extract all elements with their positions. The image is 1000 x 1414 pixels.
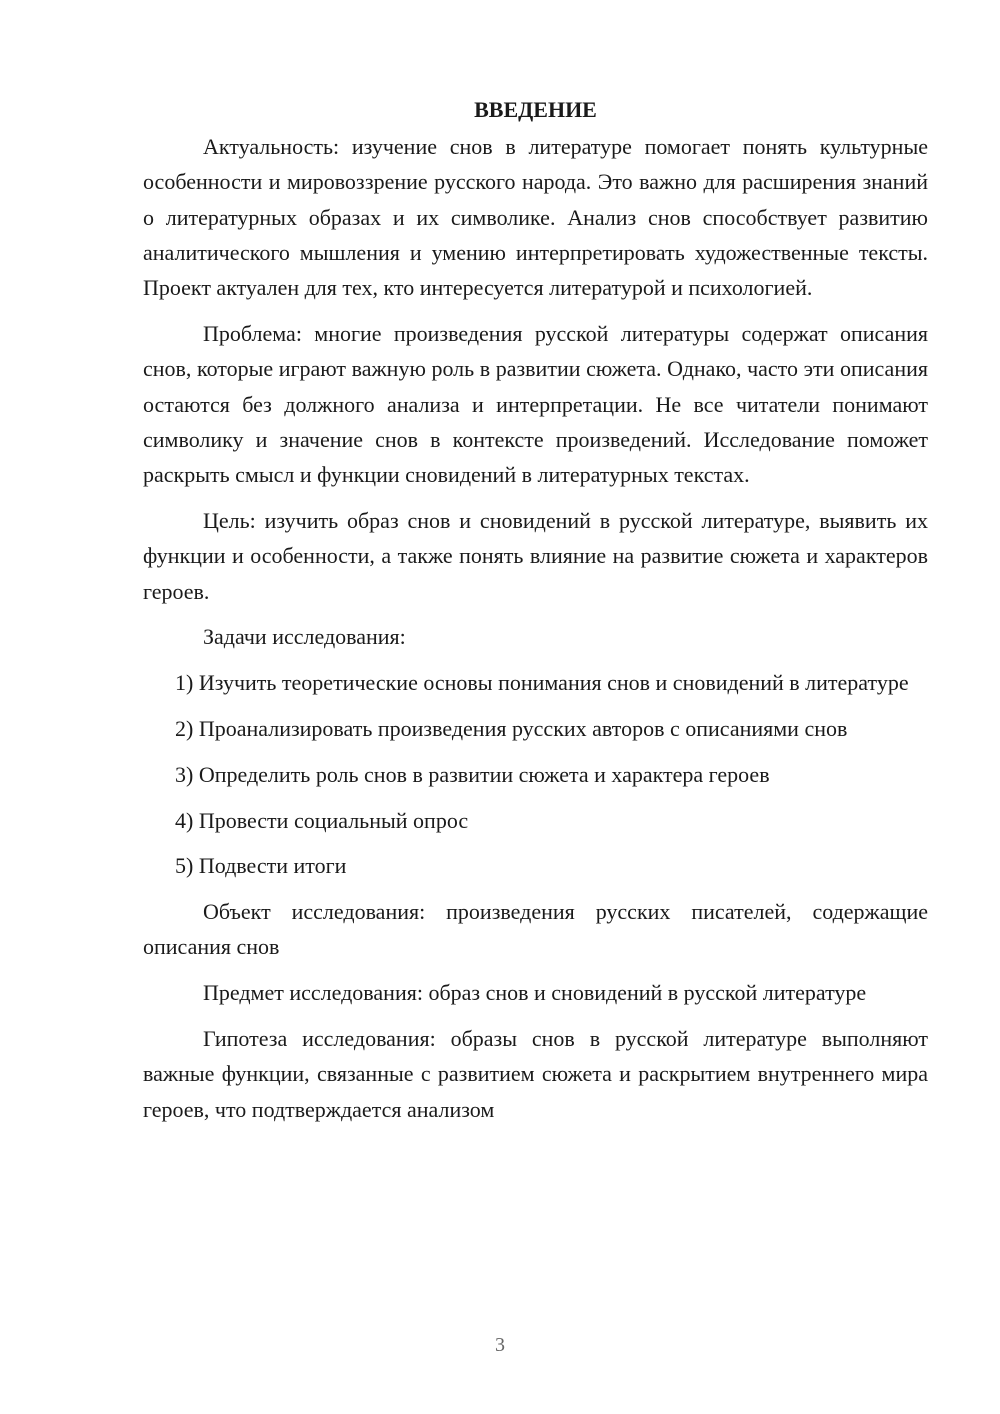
paragraph-problem: Проблема: многие произведения русской литературы содержат описания снов, которые играют важную роль в развитии сюжета. Однако, часто эти описания остаются без должного анализа и интерпретации. Не все читатели понимают символику и значение снов в контексте произведений. Исследование поможет раскрыть смысл и функции сновидений в литературных текстах. xyxy=(143,320,928,488)
paragraph-hypothesis: Гипотеза исследования: образы снов в русской литературе выполняют важные функции, связанные с развитием сюжета и раскрытием внутреннего мира героев, что подтверждается анализом xyxy=(143,1026,928,1122)
task-item-1: 1) Изучить теоретические основы понимания снов и сновидений в литературе xyxy=(175,670,909,696)
paragraph-object: Объект исследования: произведения русских писателей, содержащие описания снов xyxy=(143,899,928,960)
task-item-5: 5) Подвести итоги xyxy=(175,853,347,879)
document-page xyxy=(143,92,928,1137)
paragraph-relevance: Актуальность: изучение снов в литературе помогает понять культурные особенности и мировоззрение русского народа. Это важно для расширения знаний о литературных образах и их символике. Анализ снов способствует развитию аналитического мышления и умению интерпретировать художественные тексты. Проект актуален для тех, кто интересуется литературой и психологией. xyxy=(143,134,928,301)
paragraph-subject: Предмет исследования: образ снов и сновидений в русской литературе xyxy=(203,980,867,1006)
page-number: 3 xyxy=(495,1334,505,1356)
page-title: ВВЕДЕНИЕ xyxy=(474,97,597,122)
tasks-title: Задачи исследования: xyxy=(203,624,406,650)
task-item-3: 3) Определить роль снов в развитии сюжета и характера героев xyxy=(175,761,770,787)
task-item-2: 2) Проанализировать произведения русских авторов с описаниями снов xyxy=(175,715,848,741)
paragraph-goal: Цель: изучить образ снов и сновидений в русской литературе, выявить их функции и особенности, а также понять влияние на развитие сюжета и характеров героев. xyxy=(143,507,928,604)
task-item-4: 4) Провести социальный опрос xyxy=(175,807,469,833)
